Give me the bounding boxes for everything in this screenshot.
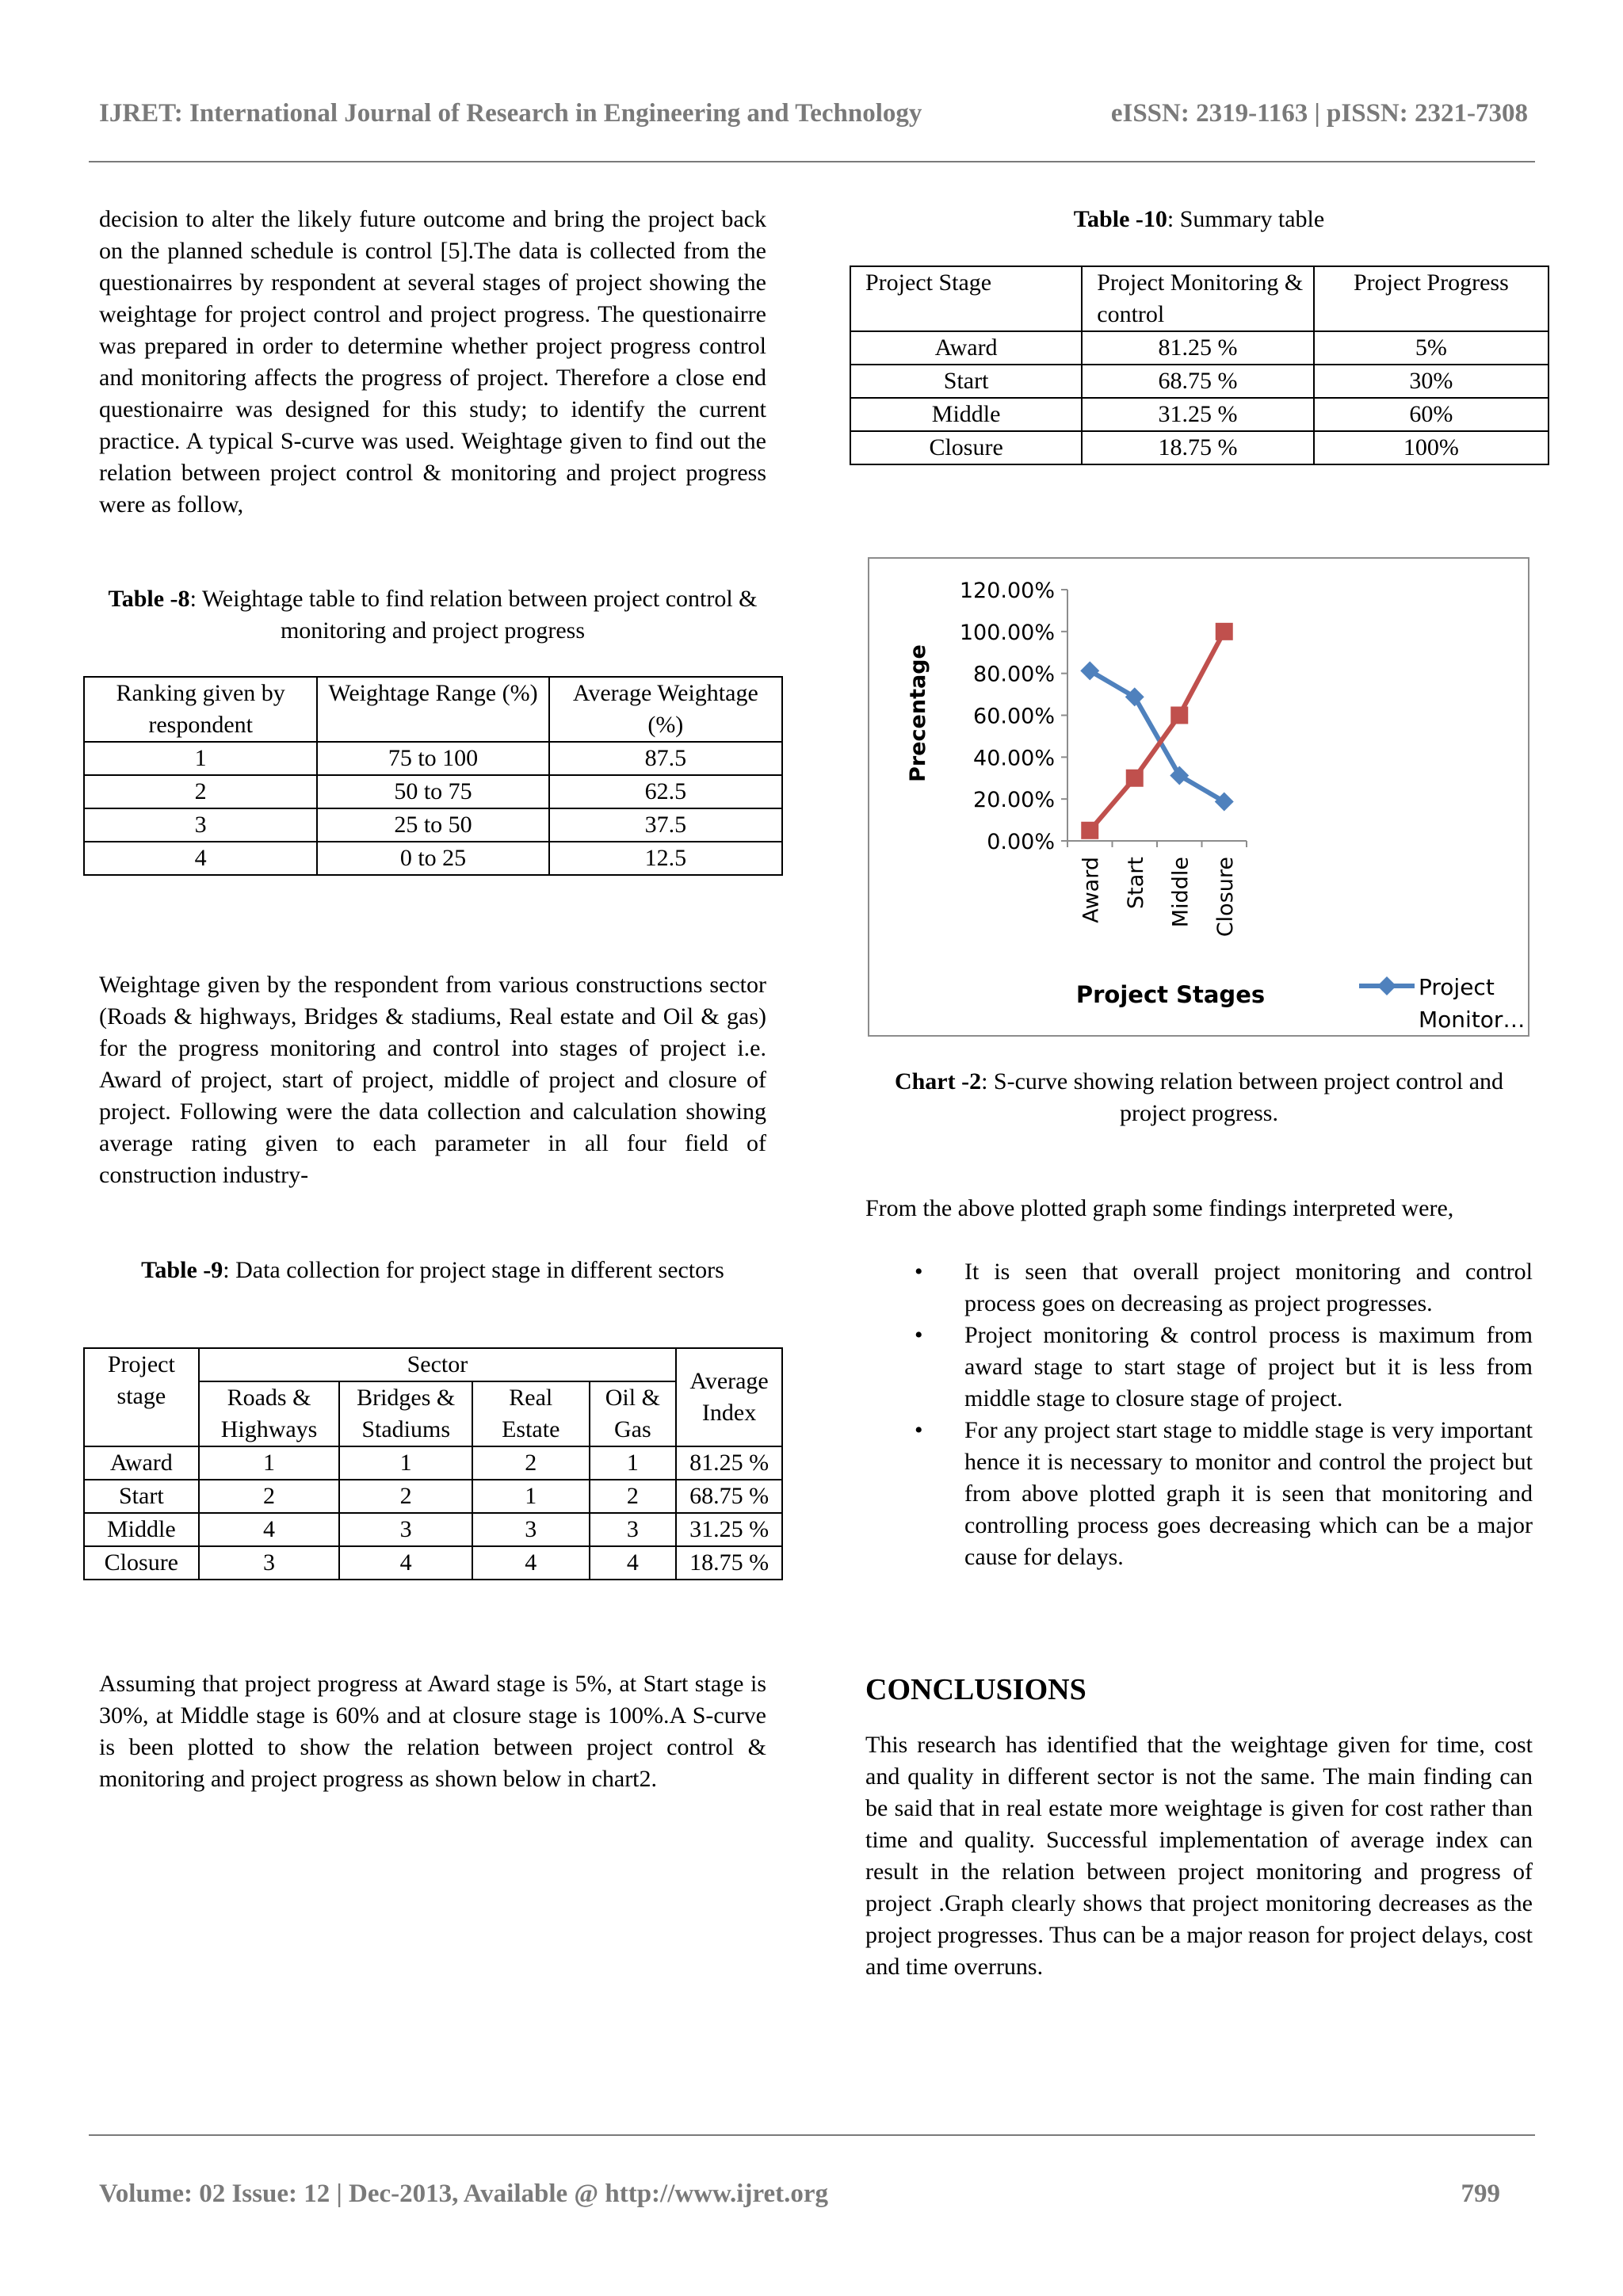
table-cell: 4 [199,1513,340,1546]
table-cell: 81.25 % [676,1446,782,1480]
x-axis-label: Project Stages [1075,981,1266,1008]
table-row [850,431,1549,464]
y-tick-label: 120.00% [959,579,1055,603]
table-cell: 4 [84,842,317,875]
table-cell: 25 to 50 [317,808,548,842]
x-tick-label: Award [1079,857,1104,923]
table-cell: 2 [84,775,317,808]
table-cell: 1 [84,742,317,775]
table-cell: 3 [472,1513,590,1546]
table-cell: 4 [472,1546,590,1580]
table-cell: 60% [1314,398,1549,431]
y-tick-label: 80.00% [973,662,1055,687]
table-header-cell: Oil & Gas [590,1381,677,1446]
footer-volume: Volume: 02 Issue: 12 | Dec-2013, Available @ http://www.ijret.org [99,2179,829,2208]
table8-label: Table -8 [108,586,190,612]
bullet: • [915,1259,923,1285]
issn: eISSN: 2319-1163 | pISSN: 2321-7308 [1110,99,1528,128]
chart-caption-label: Chart -2 [894,1068,982,1095]
table-10 [850,266,1549,465]
table-header-cell: Project Stage [850,266,1082,331]
list-item [865,1256,1533,1320]
y-axis-label: Precentage [906,644,930,782]
table-header-row [850,266,1549,331]
table-header-row [84,1348,782,1381]
table10-caption-text: : Summary table [1167,206,1325,232]
data-point [1216,623,1233,640]
table-cell: 3 [199,1546,340,1580]
table-cell: 81.25 % [1082,331,1313,365]
header-rule [89,161,1535,162]
data-point [1170,707,1188,724]
table-cell: 1 [339,1446,472,1480]
table8-caption [99,583,766,647]
table-cell: 75 to 100 [317,742,548,775]
data-point [1125,687,1144,706]
table10-label: Table -10 [1073,206,1167,232]
findings-list [865,1256,1533,1573]
chart-caption-text: : S-curve showing relation between project control and project progress. [981,1068,1504,1126]
table-cell: 3 [339,1513,472,1546]
table-row [84,775,782,808]
table8-caption-text: : Weightage table to find relation between project control & monitoring and project progress [189,586,758,644]
footer-rule [89,2134,1535,2136]
table-cell: 12.5 [549,842,782,875]
table-header-row [84,677,782,742]
table-header-cell: Project Progress [1314,266,1549,331]
table-row [84,1546,782,1580]
page-number: 799 [1461,2179,1500,2208]
table10-caption [865,204,1533,235]
table-cell: 3 [84,808,317,842]
data-point [1126,770,1144,787]
table-header-cell: Average Weightage (%) [549,677,782,742]
table-cell: 31.25 % [1082,398,1313,431]
table-8 [83,676,783,876]
data-point [1080,661,1099,680]
y-tick-label: 60.00% [973,704,1055,729]
chart-caption [865,1066,1533,1129]
table9-caption [99,1255,766,1286]
table-header-cell: Average Index [676,1348,782,1446]
table-9 [83,1347,783,1580]
chart-legend [1359,974,1525,1033]
table-row [84,742,782,775]
table-cell: 2 [590,1480,677,1513]
chart-svg [869,559,1528,1035]
x-tick-label: Middle [1168,857,1193,928]
table-cell: 68.75 % [1082,365,1313,398]
data-point [1215,792,1234,811]
series-line [1090,632,1224,831]
table-cell: Closure [850,431,1082,464]
legend-marker [1377,976,1396,995]
table-cell: 2 [339,1480,472,1513]
table-row [84,1446,782,1480]
table-cell: 37.5 [549,808,782,842]
journal-title: IJRET: International Journal of Research in Engineering and Technology [99,99,922,128]
conclusions-paragraph: This research has identified that the weightage given for time, cost and quality in different sector is not the same. The main finding can be said that in real estate more weightage is given for cost rather than time and quality. Successful implementation of average index can result in the relation between project monitoring and progress of project .Graph clearly shows that project monitoring decreases as the project progresses. Thus can be a major reason for project delays, cost and time overruns. [865,1732,1533,1980]
table-cell: 3 [590,1513,677,1546]
finding-text: For any project start stage to middle stage is very important hence it is necessary to monitor and control the project but from above plotted graph it is seen that monitoring and controlling process goes decreasing which can be a major cause for delays. [964,1417,1533,1570]
table-header-cell: Real Estate [472,1381,590,1446]
table-cell: 18.75 % [1082,431,1313,464]
x-tick-label: Closure [1212,857,1238,938]
table-cell: 68.75 % [676,1480,782,1513]
table-cell: 1 [199,1446,340,1480]
table-cell: 50 to 75 [317,775,548,808]
table-cell: 2 [472,1446,590,1480]
table-cell: Start [84,1480,199,1513]
table-cell: 1 [590,1446,677,1480]
table-cell: 100% [1314,431,1549,464]
table-cell: Award [850,331,1082,365]
table-cell: 18.75 % [676,1546,782,1580]
table-row [84,842,782,875]
table-cell: 0 to 25 [317,842,548,875]
left-paragraph-1: decision to alter the likely future outcome and bring the project back on the planned schedule is control [5].The data is collected from the questionairres by respondent at several stages of project showing the weightage for project control and project progress. The questionairre was prepared in order to determine whether project progress control and monitoring affects the progress of project. Therefore a close end questionairre was designed for this study; to identify the current practice. A typical S-curve was used. Weightage given to find out the relation between project control & monitoring and project progress were as follow, [99,206,766,518]
table-cell: 1 [472,1480,590,1513]
table-row [84,1480,782,1513]
y-tick-label: 20.00% [973,788,1055,813]
table-cell: Middle [84,1513,199,1546]
table-cell: 62.5 [549,775,782,808]
table-header-cell: Sector [199,1348,676,1381]
x-tick-label: Start [1123,857,1148,909]
table-cell: Closure [84,1546,199,1580]
conclusions-heading: CONCLUSIONS [865,1673,1086,1706]
table-row [84,1513,782,1546]
table-row [850,365,1549,398]
list-item [865,1415,1533,1573]
table-header-cell: Bridges & Stadiums [339,1381,472,1446]
table-cell: Start [850,365,1082,398]
table-cell: 31.25 % [676,1513,782,1546]
table-row [84,808,782,842]
table-header-cell: Project Monitoring & control [1082,266,1313,331]
table-cell: 5% [1314,331,1549,365]
table-cell: 4 [590,1546,677,1580]
series-line [1090,670,1224,801]
legend-label: Project [1419,974,1495,1000]
findings-intro: From the above plotted graph some findings interpreted were, [865,1195,1454,1221]
list-item [865,1320,1533,1415]
table9-caption-text: : Data collection for project stage in different sectors [223,1257,724,1283]
table-cell: 30% [1314,365,1549,398]
finding-text: Project monitoring & control process is maximum from award stage to start stage of project but it is less from middle stage to closure stage of project. [964,1322,1533,1412]
bullet: • [915,1417,923,1443]
y-tick-label: 0.00% [987,830,1055,854]
table-header-cell: Ranking given by respondent [84,677,317,742]
s-curve-chart [868,557,1529,1037]
table-cell: 87.5 [549,742,782,775]
left-paragraph-3: Assuming that project progress at Award stage is 5%, at Start stage is 30%, at Middle stage is 60% and at closure stage is 100%.A S-curve is been plotted to show the relation between project control & monitoring and project progress as shown below in chart2. [99,1671,766,1792]
table-header-cell: Weightage Range (%) [317,677,548,742]
data-point [1081,822,1098,839]
table-row [850,398,1549,431]
table-cell: Middle [850,398,1082,431]
table-cell: 2 [199,1480,340,1513]
table-header-cell: Roads & Highways [199,1381,340,1446]
table-header-cell: Project stage [84,1348,199,1446]
finding-text: It is seen that overall project monitoring and control process goes on decreasing as project progresses. [964,1259,1533,1316]
y-tick-label: 40.00% [973,746,1055,771]
legend-label: Monitor… [1419,1007,1526,1033]
data-point [1170,766,1189,785]
left-paragraph-2: Weightage given by the respondent from various constructions sector (Roads & highways, Bridges & stadiums, Real estate and Oil & gas) for the progress monitoring and control into stages of project i.e. Award of project, start of project, middle of project and closure of project. Following were the data collection and calculation showing average rating given to each parameter in all four field of construction industry- [99,972,766,1188]
table-row [850,331,1549,365]
bullet: • [915,1322,923,1348]
table-cell: 4 [339,1546,472,1580]
y-tick-label: 100.00% [959,620,1055,645]
table9-label: Table -9 [141,1257,223,1283]
table-cell: Award [84,1446,199,1480]
